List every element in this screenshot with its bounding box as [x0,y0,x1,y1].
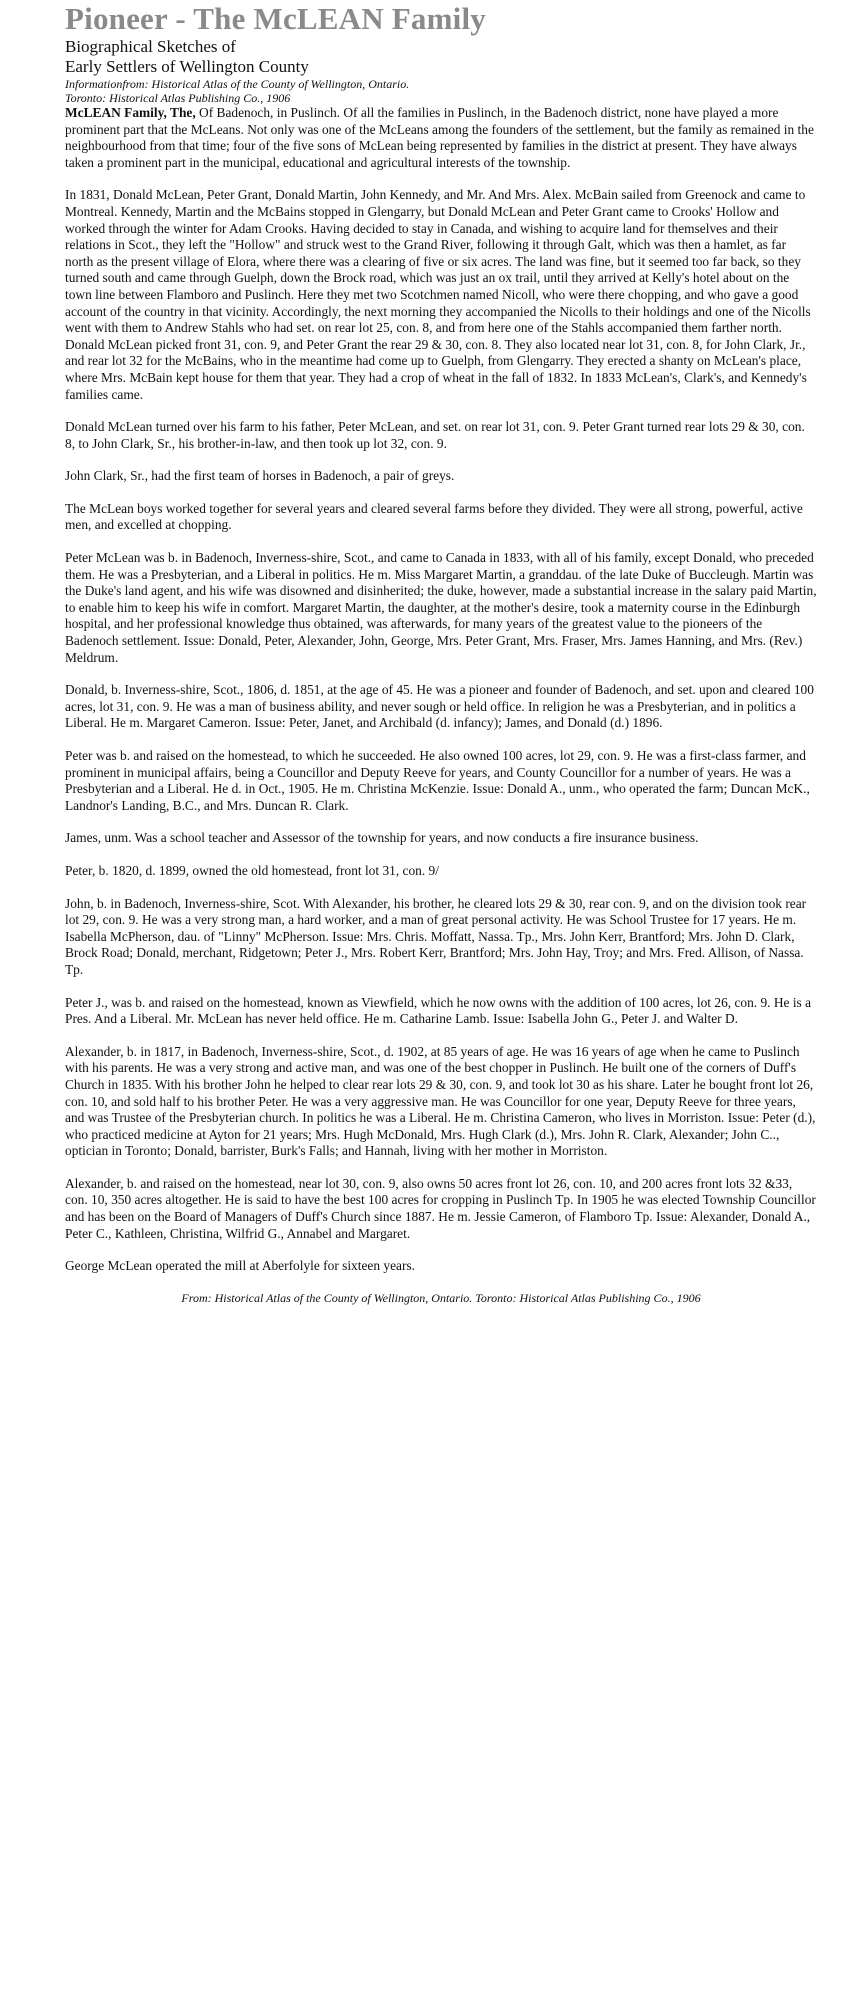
lead-text: Of Badenoch, in Puslinch. Of all the families in Puslinch, in the Badenoch district, none have played a more prominent part that the McLeans. Not only was one of the McLeans among the founders of the settlement, but the family as remained in the neighbourhood from that time; four of the five sons of McLean being represented by families in the district at present. They have always taken a prominent part in the municipal, educational and agricultural interests of the township. [65,105,814,170]
paragraph-first-horses: John Clark, Sr., had the first team of horses in Badenoch, a pair of greys. [65,468,455,484]
paragraph-peter-homestead: Peter was b. and raised on the homestead, to which he succeeded. He also owned 100 acres, lot 29, con. 9. He was a first-class farmer, and prominent in municipal affairs, being a Councillor and Deputy Reeve for years, and County Councillor for a number of years. He was a Presbyterian and a Liberal. He d. in Oct., 1905. He m. Christina McKenzie. Issue: Donald A., unm., who operated the farm; Duncan McK., Landnor's Landing, B.C., and Mrs. Duncan R. Clark. [65,748,810,813]
paragraph-alexander-1817: Alexander, b. in 1817, in Badenoch, Inverness-shire, Scot., d. 1902, at 85 years of age. He was 16 years of age when he came to Puslinch with his parents. He was a very strong and active man, and was one of the best chopper in Puslinch. He built one of the corners of Duff's Church in 1835. With his brother John he helped to clear rear lots 29 & 30, con. 9, and took lot 30 as his share. Later he bought front lot 26, con. 10, and sold half to his brother Peter. He was a very aggressive man. He was Councillor for one year, Deputy Reeve for three years, and was Trustee of the Presbyterian church. In politics he was a Liberal. He m. Christina Cameron, who lives in Morriston. Issue: Peter (d.), who practiced medicine at Ayton for 21 years; Mrs. Hugh McDonald, Mrs. Hugh Clark (d.), Mrs. John R. Clark, Alexander; John C.., optician in Toronto; Donald, barrister, Burk's Falls; and Hannah, living with her mother in Morriston. [65,1043,816,1159]
lead-family-name: McLEAN Family, The, [65,105,196,120]
paragraph-settlement-1831: In 1831, Donald McLean, Peter Grant, Donald Martin, John Kennedy, and Mr. And Mrs. Alex. McBain sailed from Greenock and came to Montreal. Kennedy, Martin and the McBains stopped in Glengarry, but Donald McLean and Peter Grant came to Crooks' Hollow and worked through the winter for Adam Crooks. Having decided to stay in Canada, and wishing to acquire land for themselves and their relations in Scot., they left the "Hollow" and struck west to the Grand River, following it through Galt, which was then a hamlet, as far north as the present village of Elora, where there was a clearing of five or six acres. The land was fine, but it seemed too far back, so they turned south and came through Guelph, down the Brock road, which was just an ox trail, until they arrived at Kelly's hotel about on the town line between Flamboro and Puslinch. Here they met two Scotchmen named Nicoll, who were there chopping, and who gave a good account of the country in that vicinity. Accordingly, the next morning they accompanied the Nicolls to their holdings and one of the Nicolls went with them to Andrew Stahls who had set. on rear lot 25, con. 8, and from here one of the Stahls accompanied them farther north. Donald McLean picked front 31, con. 9, and Peter Grant the rear 29 & 30, con. 8. They also located near lot 31, con. 8, for John Clark, Jr., and rear lot 32 for the McBains, who in the meantime had come up to Guelph, from Glengarry. They erected a shanty on McLean's place, where Mrs. McBain kept house for them that year. They had a crop of wheat in the fall of 1832. In 1833 McLean's, Clark's, and Kennedy's families came. [65,187,811,402]
paragraph-peter-j: Peter J., was b. and raised on the homestead, known as Viewfield, which he now owns with the addition of 100 acres, lot 26, con. 9. He is a Pres. And a Liberal. Mr. McLean has never held office. He m. Catharine Lamb. Issue: Isabella John G., Peter J. and Walter D. [65,994,812,1027]
paragraph-donald: Donald, b. Inverness-shire, Scot., 1806, d. 1851, at the age of 45. He was a pioneer and founder of Badenoch, and set. upon and cleared 100 acres, lot 31, con. 9. He was a man of business ability, and never sough or held office. In religion he was a Presbyterian, and in politics a Liberal. He m. Margaret Cameron. Issue: Peter, Janet, and Archibald (d. infancy); James, and Donald (d.) 1896. [65,682,814,731]
paragraph-mclean-boys: The McLean boys worked together for several years and cleared several farms before they divided. They were all strong, powerful, active men, and excelled at chopping. [65,500,803,533]
source-line-2: Toronto: Historical Atlas Publishing Co., 1906 [65,91,291,105]
subtitle-line-1: Biographical Sketches of [65,37,236,56]
page-title: Pioneer - The McLEAN Family [65,1,486,36]
subtitle-line-2: Early Settlers of Wellington County [65,57,309,76]
paragraph-james: James, unm. Was a school teacher and Assessor of the township for years, and now conducts a fire insurance business. [65,830,699,846]
lead-paragraph [65,105,817,171]
paragraph-peter-1820: Peter, b. 1820, d. 1899, owned the old homestead, front lot 31, con. 9/ [65,862,439,878]
source-line-1: Informationfrom: Historical Atlas of the County of Wellington, Ontario. [65,77,410,91]
paragraph-peter-mclean: Peter McLean was b. in Badenoch, Inverness-shire, Scot., and came to Canada in 1833, with all of his family, except Donald, who preceded them. He was a Presbyterian, and a Liberal in politics. He m. Miss Margaret Martin, a granddau. of the late Duke of Buccleugh. Martin was the Duke's land agent, and his wife was disowned and disinherited; the duke, however, made a substantial increase in the salary paid Martin, to enable him to keep his wife in comfort. Margaret Martin, the daughter, at the mother's desire, took a maternity course in the Edinburgh hospital, and her professional knowledge thus obtained, was afterwards, for many years of the greatest value to the pioneers of the Badenoch settlement. Issue: Donald, Peter, Alexander, John, George, Mrs. Peter Grant, Mrs. Fraser, Mrs. James Hanning, and Mrs. (Rev.) Meldrum. [65,550,817,665]
paragraph-alexander-homestead: Alexander, b. and raised on the homestead, near lot 30, con. 9, also owns 50 acres front lot 26, con. 10, and 200 acres front lots 32 &33, con. 10, 350 acres altogether. He is said to have the best 100 acres for cropping in Puslinch Tp. In 1905 he was elected Township Councillor and has been on the Board of Managers of Duff's Church since 1887. He m. Jessie Cameron, of Flamboro Tp. Issue: Alexander, Donald A., Peter C., Kathleen, Christina, Wilfrid G., Annabel and Margaret. [65,1175,816,1241]
footer-source: From: Historical Atlas of the County of Wellington, Ontario. Toronto: Historical Atlas Publishing Co., 1906 [181,1290,701,1305]
article-body [65,105,817,1275]
paragraph-george: George McLean operated the mill at Aberfolyle for sixteen years. [65,1258,416,1274]
paragraph-farm-transfer: Donald McLean turned over his farm to his father, Peter McLean, and set. on rear lot 31, con. 9. Peter Grant turned rear lots 29 & 30, con. 8, to John Clark, Sr., his brother-in-law, and then took up lot 32, con. 9. [65,419,805,451]
paragraph-john: John, b. in Badenoch, Inverness-shire, Scot. With Alexander, his brother, he cleared lots 29 & 30, rear con. 9, and on the division took rear lot 29, con. 9. He was a very strong man, a hard worker, and a man of great personal activity. He was School Trustee for 17 years. He m. Isabella McPherson, dau. of "Linny" McPherson. Issue: Mrs. Chris. Moffatt, Nassa. Tp., Mrs. John Kerr, Brantford; Mrs. John D. Clark, Brock Road; Donald, merchant, Ridgetown; Peter J., Mrs. Robert Kerr, Brantford; Mrs. John Hay, Troy; and Mrs. Fred. Allison, of Nassa. Tp. [65,895,807,977]
